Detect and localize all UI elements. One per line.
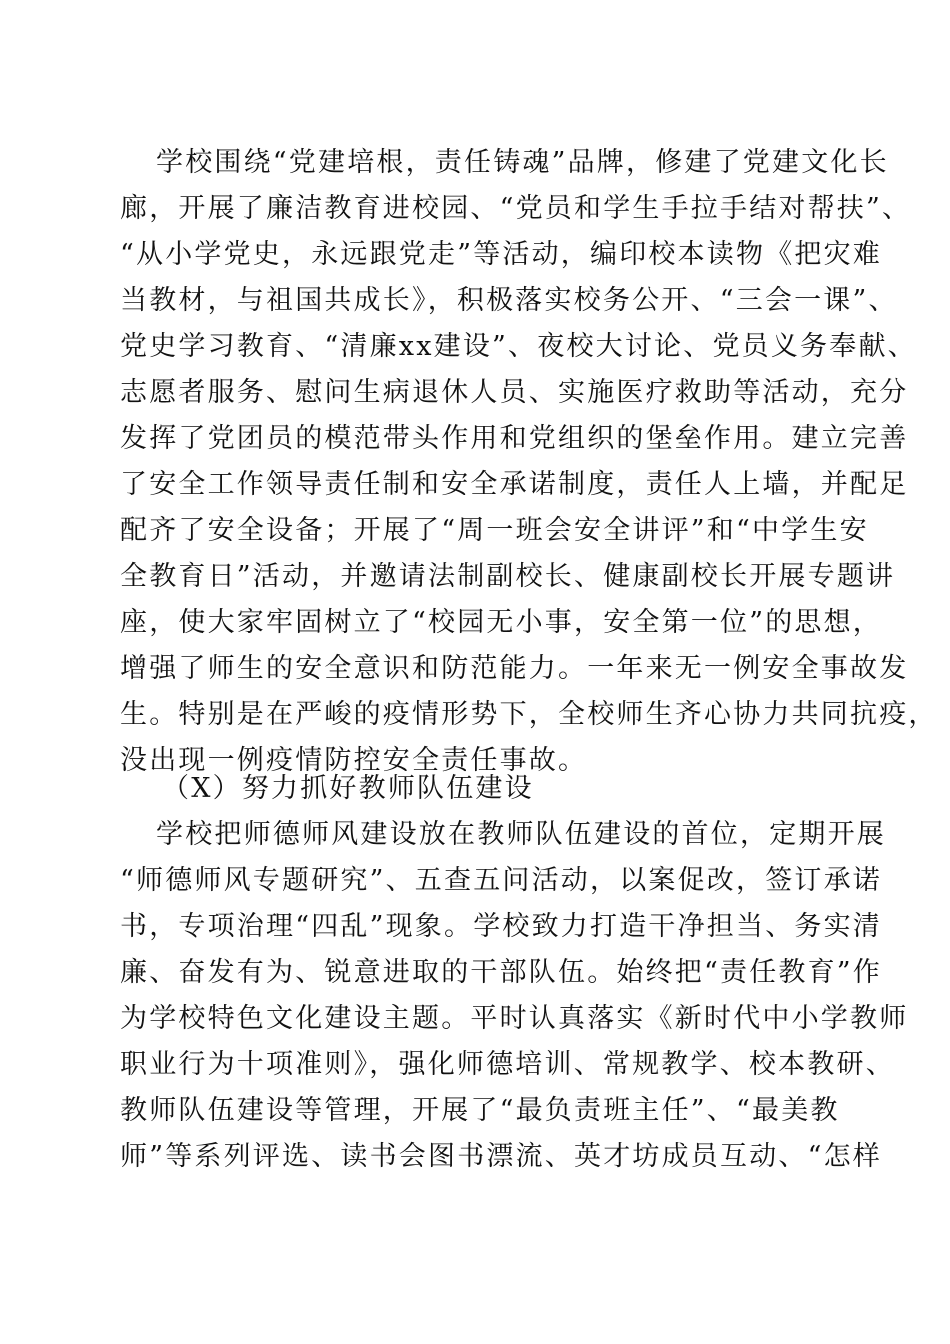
paragraph-line: 发挥了党团员的模范带头作用和党组织的堡垒作用。建立完善 (120, 423, 909, 454)
paragraph-line: 党史学习教育、“清廉xx建设”、夜校大讨论、党员义务奉献、 (120, 331, 917, 362)
paragraph-line: 为学校特色文化建设主题。平时认真落实《新时代中小学教师 (120, 1003, 909, 1034)
paragraph-line: 了安全工作领导责任制和安全承诺制度，责任人上墙，并配足 (120, 469, 909, 500)
paragraph-line: 生。特别是在严峻的疫情形势下，全校师生齐心协力共同抗疫， (120, 699, 938, 730)
paragraph-line: 职业行为十项准则》，强化师德培训、常规教学、校本教研、 (120, 1049, 895, 1080)
section-heading (120, 766, 840, 812)
paragraph-line: 书，专项治理“四乱”现象。学校致力打造干净担当、务实清 (120, 911, 883, 942)
paragraph-line: 配齐了安全设备；开展了“周一班会安全讲评”和“中学生安 (120, 515, 869, 546)
paragraph-line: 增强了师生的安全意识和防范能力。一年来无一例安全事故发 (120, 653, 909, 684)
paragraph-line: 志愿者服务、慰问生病退休人员、实施医疗救助等活动，充分 (120, 377, 909, 408)
paragraph-teacher-team (120, 812, 909, 1180)
paragraph-line: 学校把师德师风建设放在教师队伍建设的首位，定期开展 (156, 819, 886, 850)
paragraph-line: 师”等系列评选、读书会图书漂流、英才坊成员互动、“怎样 (120, 1141, 883, 1172)
paragraph-line: “从小学党史，永远跟党走”等活动，编印校本读物《把灾难 (120, 239, 883, 270)
section-heading-text: （X）努力抓好教师队伍建设 (162, 773, 534, 804)
paragraph-line: 教师队伍建设等管理，开展了“最负责班主任”、“最美教 (120, 1095, 840, 1126)
paragraph-line: 廊，开展了廉洁教育进校园、“党员和学生手拉手结对帮扶”、 (120, 193, 912, 224)
paragraph-line: “师德师风专题研究”、五查五问活动，以案促改，签订承诺 (120, 865, 883, 896)
paragraph-line: 学校围绕“党建培根，责任铸魂”品牌，修建了党建文化长 (156, 147, 889, 178)
paragraph-line: 当教材，与祖国共成长》，积极落实校务公开、“三会一课”、 (120, 285, 898, 316)
paragraph-party-building-safety (120, 140, 938, 784)
paragraph-line: 没出现一例疫情防控安全责任事故。 (120, 745, 588, 776)
paragraph-line: 全教育日”活动，并邀请法制副校长、健康副校长开展专题讲 (120, 561, 896, 592)
paragraph-line: 座，使大家牢固树立了“校园无小事，安全第一位”的思想， (120, 607, 883, 638)
paragraph-line: 廉、奋发有为、锐意进取的干部队伍。始终把“责任教育”作 (120, 957, 883, 988)
